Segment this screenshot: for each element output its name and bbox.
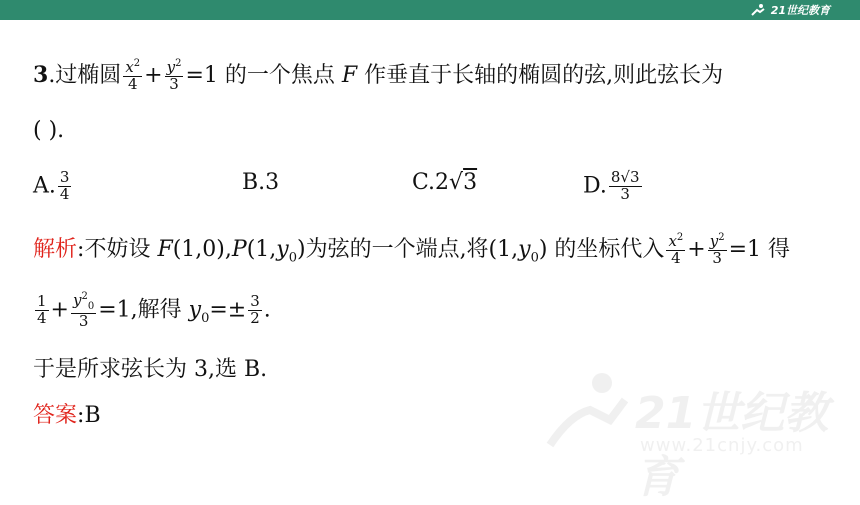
sqrt-symbol: √ [449, 170, 464, 195]
watermark: 21世纪教育 www.21cnjy.com [540, 365, 840, 465]
answer-label: 答案 [33, 403, 78, 428]
runner-icon [749, 3, 767, 17]
answer-value: B [84, 403, 101, 428]
solution-line-1: 解析:不妨设 $F(1,0),P(1,y_0)$为弦的一个端点,将$(1,y_0)$ 的坐标代入 $\frac{x^2}{4}$ + $\frac{y^2}{3}$ =1 得 [33, 232, 791, 267]
fraction-y2-3: $\frac{y^2}{3}$ [166, 58, 182, 93]
solution-label: 解析 [33, 237, 78, 262]
solution-line-3: 于是所求弦长为 3,选 B. [33, 357, 268, 382]
fraction-x2-4: $\frac{x^2}{4}$ [125, 58, 141, 93]
answer-blank: ( ). [33, 118, 65, 143]
option-b: B.3 [242, 170, 280, 195]
question-number: 3 [33, 62, 49, 88]
logo-text: 21世纪教育 [770, 4, 830, 17]
solution-line-2: $\frac{1}{4}$ + $\frac{y^2_0}{3}$ =1,解得 $y_0=\pm$ $\frac{3}{2}$ . [37, 291, 271, 330]
option-a: A. $\frac{3}{4}$ [33, 168, 70, 203]
option-c: C.2√3 [412, 170, 478, 195]
brand-logo [749, 2, 830, 18]
option-d: D. $\frac{8√3}{3}$ [583, 168, 640, 203]
answer-line: 答案:B [33, 403, 101, 428]
watermark-runner-icon [540, 365, 630, 455]
top-banner [0, 0, 860, 20]
question-line: 3.过椭圆 $\frac{x^2}{4}$ + $\frac{y^2}{3}$ =1 的一个焦点 F 作垂直于长轴的椭圆的弦,则此弦长为 [33, 58, 724, 93]
